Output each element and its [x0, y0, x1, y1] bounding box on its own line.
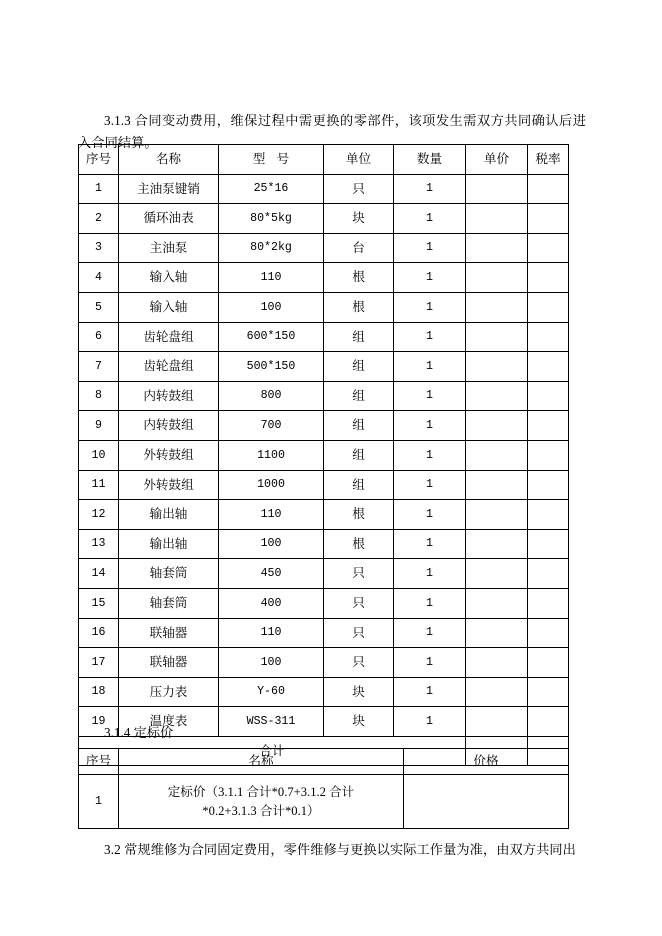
parts-cell-quantity: 1	[394, 529, 466, 559]
parts-cell-tax-rate	[528, 352, 569, 382]
table-row	[79, 648, 569, 678]
parts-cell-unit: 块	[324, 707, 394, 737]
parts-cell-unit: 根	[324, 529, 394, 559]
parts-cell-model: 110	[219, 618, 324, 648]
parts-header-unit: 单位	[324, 145, 394, 175]
table-row	[79, 588, 569, 618]
parts-cell-seq: 14	[79, 559, 119, 589]
parts-cell-name: 外转鼓组	[119, 440, 219, 470]
section-label-314	[78, 723, 173, 743]
parts-cell-name: 轴套筒	[119, 588, 219, 618]
parts-cell-unit-price	[466, 648, 528, 678]
parts-cell-quantity: 1	[394, 470, 466, 500]
parts-cell-unit: 台	[324, 233, 394, 263]
parts-cell-quantity: 1	[394, 677, 466, 707]
bid-price-formula-line-1: 定标价（3.1.1 合计*0.7+3.1.2 合计	[167, 784, 355, 799]
parts-cell-unit-price	[466, 588, 528, 618]
parts-cell-name: 外转鼓组	[119, 470, 219, 500]
parts-cell-tax-rate	[528, 381, 569, 411]
parts-cell-unit-price	[466, 381, 528, 411]
parts-cell-quantity: 1	[394, 707, 466, 737]
parts-header-quantity: 数量	[394, 145, 466, 175]
parts-cell-tax-rate	[528, 559, 569, 589]
parts-cell-unit-price	[466, 204, 528, 234]
table-row	[79, 322, 569, 352]
parts-cell-seq: 18	[79, 677, 119, 707]
parts-cell-unit-price	[466, 500, 528, 530]
table-row	[79, 292, 569, 322]
parts-cell-unit-price	[466, 559, 528, 589]
bid-price-table	[78, 748, 569, 829]
parts-cell-model: 450	[219, 559, 324, 589]
parts-cell-model: 110	[219, 500, 324, 530]
table-row	[79, 204, 569, 234]
bid-price-row	[79, 775, 569, 829]
parts-cell-name: 主油泵	[119, 233, 219, 263]
parts-cell-model: 800	[219, 381, 324, 411]
parts-cell-model: 25*16	[219, 174, 324, 204]
parts-cell-name: 联轴器	[119, 618, 219, 648]
parts-cell-tax-rate	[528, 440, 569, 470]
table-row	[79, 470, 569, 500]
parts-cell-tax-rate	[528, 588, 569, 618]
parts-cell-model: 100	[219, 648, 324, 678]
bid-price-row-price	[404, 775, 569, 829]
parts-cell-name: 循环油表	[119, 204, 219, 234]
parts-header-model-text: 型 号	[252, 152, 294, 167]
table-row	[79, 411, 569, 441]
table-row	[79, 677, 569, 707]
parts-cell-model: 1100	[219, 440, 324, 470]
parts-cell-unit-price	[466, 529, 528, 559]
parts-cell-unit: 根	[324, 500, 394, 530]
parts-cell-name: 主油泵键销	[119, 174, 219, 204]
parts-cell-tax-rate	[528, 322, 569, 352]
closing-paragraph-text: 3.2 常规维修为合同固定费用，零件维修与更换以实际工作量为准，由双方共同出	[104, 842, 576, 858]
parts-cell-model: 100	[219, 292, 324, 322]
parts-cell-unit: 组	[324, 352, 394, 382]
table-row	[79, 618, 569, 648]
parts-cell-model: WSS-311	[219, 707, 324, 737]
parts-header-name: 名称	[119, 145, 219, 175]
parts-cell-quantity: 1	[394, 440, 466, 470]
parts-cell-unit: 只	[324, 588, 394, 618]
parts-cell-tax-rate	[528, 263, 569, 293]
table-row	[79, 559, 569, 589]
table-row	[79, 529, 569, 559]
parts-cell-unit-price	[466, 233, 528, 263]
parts-cell-quantity: 1	[394, 263, 466, 293]
table-row	[79, 352, 569, 382]
bid-price-header-row	[79, 749, 569, 775]
table-row	[79, 174, 569, 204]
parts-cell-model: 100	[219, 529, 324, 559]
parts-cell-unit-price	[466, 352, 528, 382]
parts-cell-name: 齿轮盘组	[119, 352, 219, 382]
parts-cell-name: 联轴器	[119, 648, 219, 678]
parts-cell-model: 1000	[219, 470, 324, 500]
parts-cell-unit: 只	[324, 618, 394, 648]
parts-cell-seq: 8	[79, 381, 119, 411]
parts-cell-seq: 11	[79, 470, 119, 500]
parts-cell-model: 80*2kg	[219, 233, 324, 263]
parts-cell-seq: 12	[79, 500, 119, 530]
parts-cell-tax-rate	[528, 648, 569, 678]
parts-cell-unit-price	[466, 440, 528, 470]
parts-cell-tax-rate	[528, 292, 569, 322]
parts-cell-unit: 块	[324, 204, 394, 234]
bid-price-header-seq: 序号	[79, 749, 119, 775]
parts-header-seq: 序号	[79, 145, 119, 175]
intro-paragraph-text: 3.1.3 合同变动费用，维保过程中需更换的零部件，该项发生需双方共同确认后进入合同结算。	[78, 113, 586, 151]
parts-cell-name: 输出轴	[119, 500, 219, 530]
parts-cell-seq: 5	[79, 292, 119, 322]
bid-price-formula-line-2: *0.2+3.1.3 合计*0.1）	[202, 803, 320, 818]
parts-cell-unit: 块	[324, 677, 394, 707]
parts-cell-quantity: 1	[394, 588, 466, 618]
parts-cell-unit: 组	[324, 411, 394, 441]
parts-cell-model: 700	[219, 411, 324, 441]
parts-cell-tax-rate	[528, 500, 569, 530]
parts-cell-unit-price	[466, 707, 528, 737]
parts-cell-model: 500*150	[219, 352, 324, 382]
parts-cell-model: 400	[219, 588, 324, 618]
bid-price-row-formula	[119, 775, 404, 829]
parts-cell-unit: 只	[324, 174, 394, 204]
parts-cell-seq: 7	[79, 352, 119, 382]
parts-cell-seq: 19	[79, 707, 119, 737]
parts-cell-seq: 4	[79, 263, 119, 293]
parts-cell-unit-price	[466, 292, 528, 322]
parts-cell-unit: 组	[324, 440, 394, 470]
parts-table	[78, 144, 569, 766]
parts-cell-seq: 13	[79, 529, 119, 559]
parts-cell-quantity: 1	[394, 233, 466, 263]
parts-cell-tax-rate	[528, 233, 569, 263]
parts-cell-seq: 17	[79, 648, 119, 678]
parts-cell-quantity: 1	[394, 648, 466, 678]
parts-cell-tax-rate	[528, 707, 569, 737]
parts-cell-unit: 组	[324, 381, 394, 411]
parts-cell-unit: 根	[324, 292, 394, 322]
parts-cell-name: 输入轴	[119, 263, 219, 293]
table-row	[79, 263, 569, 293]
parts-cell-name: 内转鼓组	[119, 381, 219, 411]
bid-price-row-seq: 1	[79, 775, 119, 829]
parts-cell-model: 80*5kg	[219, 204, 324, 234]
parts-cell-unit: 组	[324, 322, 394, 352]
parts-cell-seq: 3	[79, 233, 119, 263]
parts-cell-seq: 1	[79, 174, 119, 204]
parts-cell-unit-price	[466, 677, 528, 707]
parts-cell-quantity: 1	[394, 381, 466, 411]
parts-cell-quantity: 1	[394, 500, 466, 530]
parts-cell-model: 600*150	[219, 322, 324, 352]
parts-cell-unit-price	[466, 470, 528, 500]
parts-cell-quantity: 1	[394, 411, 466, 441]
bid-price-header-name: 名称	[119, 749, 404, 775]
parts-header-tax-rate: 税率	[528, 145, 569, 175]
parts-total-label: 合计	[79, 736, 466, 766]
parts-cell-unit: 根	[324, 263, 394, 293]
parts-cell-quantity: 1	[394, 322, 466, 352]
parts-cell-tax-rate	[528, 677, 569, 707]
parts-cell-unit: 组	[324, 470, 394, 500]
parts-cell-name: 输出轴	[119, 529, 219, 559]
parts-cell-tax-rate	[528, 529, 569, 559]
parts-header-model	[219, 145, 324, 175]
parts-cell-tax-rate	[528, 204, 569, 234]
parts-cell-quantity: 1	[394, 559, 466, 589]
parts-cell-unit-price	[466, 618, 528, 648]
parts-cell-name: 输入轴	[119, 292, 219, 322]
parts-cell-name: 温度表	[119, 707, 219, 737]
parts-cell-tax-rate	[528, 411, 569, 441]
parts-cell-name: 轴套筒	[119, 559, 219, 589]
parts-cell-model: Y-60	[219, 677, 324, 707]
parts-cell-quantity: 1	[394, 618, 466, 648]
parts-header-unit-price: 单价	[466, 145, 528, 175]
parts-cell-seq: 9	[79, 411, 119, 441]
parts-table-header-row	[79, 145, 569, 175]
parts-cell-seq: 2	[79, 204, 119, 234]
parts-cell-quantity: 1	[394, 174, 466, 204]
table-row	[79, 381, 569, 411]
parts-cell-quantity: 1	[394, 352, 466, 382]
parts-cell-seq: 16	[79, 618, 119, 648]
parts-cell-seq: 15	[79, 588, 119, 618]
parts-cell-tax-rate	[528, 618, 569, 648]
parts-cell-unit-price	[466, 174, 528, 204]
parts-cell-name: 压力表	[119, 677, 219, 707]
table-row	[79, 500, 569, 530]
section-label-314-text: 3.1.4 定标价	[104, 725, 174, 740]
parts-cell-seq: 10	[79, 440, 119, 470]
parts-cell-unit: 只	[324, 648, 394, 678]
parts-cell-name: 内转鼓组	[119, 411, 219, 441]
parts-cell-tax-rate	[528, 174, 569, 204]
bid-price-header-price: 价格	[404, 749, 569, 775]
closing-paragraph	[78, 839, 586, 861]
parts-cell-tax-rate	[528, 470, 569, 500]
parts-cell-quantity: 1	[394, 204, 466, 234]
parts-cell-name: 齿轮盘组	[119, 322, 219, 352]
parts-cell-unit: 只	[324, 559, 394, 589]
parts-cell-unit-price	[466, 322, 528, 352]
parts-cell-unit-price	[466, 411, 528, 441]
parts-cell-seq: 6	[79, 322, 119, 352]
parts-cell-quantity: 1	[394, 292, 466, 322]
parts-cell-unit-price	[466, 263, 528, 293]
parts-cell-model: 110	[219, 263, 324, 293]
table-row	[79, 233, 569, 263]
table-row	[79, 440, 569, 470]
